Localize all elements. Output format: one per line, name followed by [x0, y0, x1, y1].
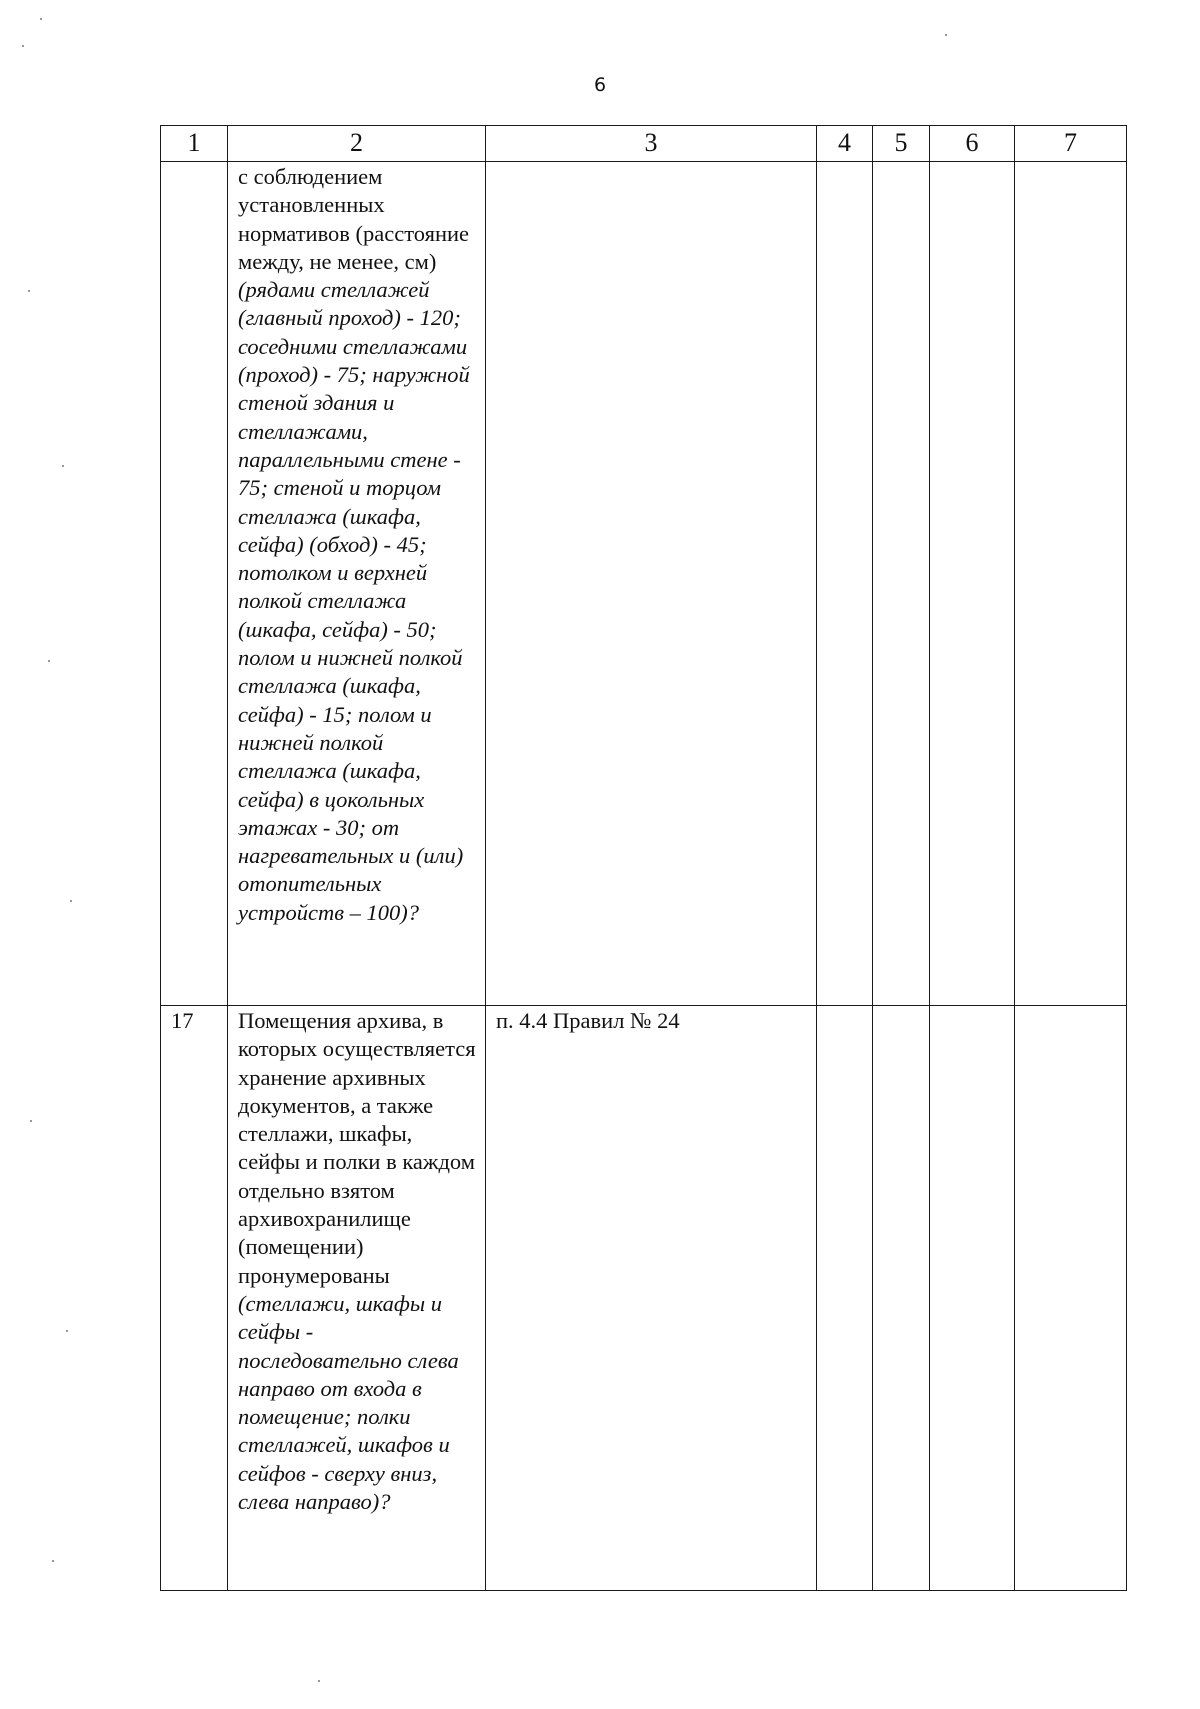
column-header-5: 5	[873, 126, 930, 162]
requirement-cell	[228, 1006, 486, 1591]
column-header-4: 4	[817, 126, 873, 162]
scan-speck	[30, 1120, 32, 1122]
row-number-cell	[161, 162, 228, 1006]
row-number	[161, 162, 227, 163]
requirement-text	[228, 162, 485, 927]
reference-cell	[486, 1006, 817, 1591]
answer-cell-4	[817, 162, 873, 1006]
requirement-text-regular: Помещения архива, в которых осуществляется хранение архивных документов, а также стеллажи, шкафы, сейфы и полки в каждом отдельно взятом архивохранилище (помещении) пронумерованы	[238, 1008, 476, 1288]
reference-text	[486, 162, 816, 163]
row-number: 17	[171, 1008, 194, 1033]
scan-speck	[66, 1330, 68, 1332]
scan-speck	[52, 1560, 54, 1562]
requirement-text-regular: с соблюдением установленных нормативов (расстояние между, не менее, см)	[238, 164, 470, 274]
column-header-6: 6	[930, 126, 1015, 162]
row-number-cell	[161, 1006, 228, 1591]
scan-speck	[318, 1680, 320, 1682]
reference-cell	[486, 162, 817, 1006]
reference-text: п. 4.4 Правил № 24	[496, 1008, 680, 1033]
requirement-text	[228, 1006, 485, 1516]
column-header-2: 2	[228, 126, 486, 162]
scan-speck	[28, 290, 30, 292]
answer-cell-4	[817, 1006, 873, 1591]
header-row	[161, 126, 1127, 162]
answer-cell-7	[1015, 1006, 1127, 1591]
checklist-table	[160, 125, 1127, 1591]
scan-speck	[70, 900, 72, 902]
requirement-cell	[228, 162, 486, 1006]
page-number: 6	[593, 74, 607, 96]
column-header-3: 3	[486, 126, 817, 162]
scan-speck	[945, 34, 947, 36]
answer-cell-6	[930, 162, 1015, 1006]
requirement-text-italic: (стеллажи, шкафы и сейфы - последовательно слева направо от входа в помещение; полки стеллажей, шкафов и сейфов - сверху вниз, слева направо)?	[238, 1290, 459, 1515]
answer-cell-6	[930, 1006, 1015, 1591]
answer-cell-5	[873, 1006, 930, 1591]
scan-speck	[48, 660, 50, 662]
answer-cell-7	[1015, 162, 1127, 1006]
scan-speck	[22, 45, 24, 47]
scan-speck	[62, 465, 64, 467]
table-row	[161, 1006, 1127, 1591]
answer-cell-5	[873, 162, 930, 1006]
scan-speck	[40, 18, 42, 20]
column-header-7: 7	[1015, 126, 1127, 162]
requirement-text-italic: (рядами стеллажей (главный проход) - 120; соседними стеллажами (проход) - 75; наружной стеной здания и стеллажами, параллельными стене - 75; стеной и торцом стеллажа (шкафа, сейфа) (обход) - 45; потолком и верхней полкой стеллажа (шкафа, сейфа) - 50; полом и нижней полкой стеллажа (шкафа, сейфа) - 15; полом и нижней полкой стеллажа (шкафа, сейфа) в цокольных этажах - 30; от нагревательных и (или) отопительных устройств – 100)?	[238, 277, 470, 925]
column-header-1: 1	[161, 126, 228, 162]
table-row	[161, 162, 1127, 1006]
